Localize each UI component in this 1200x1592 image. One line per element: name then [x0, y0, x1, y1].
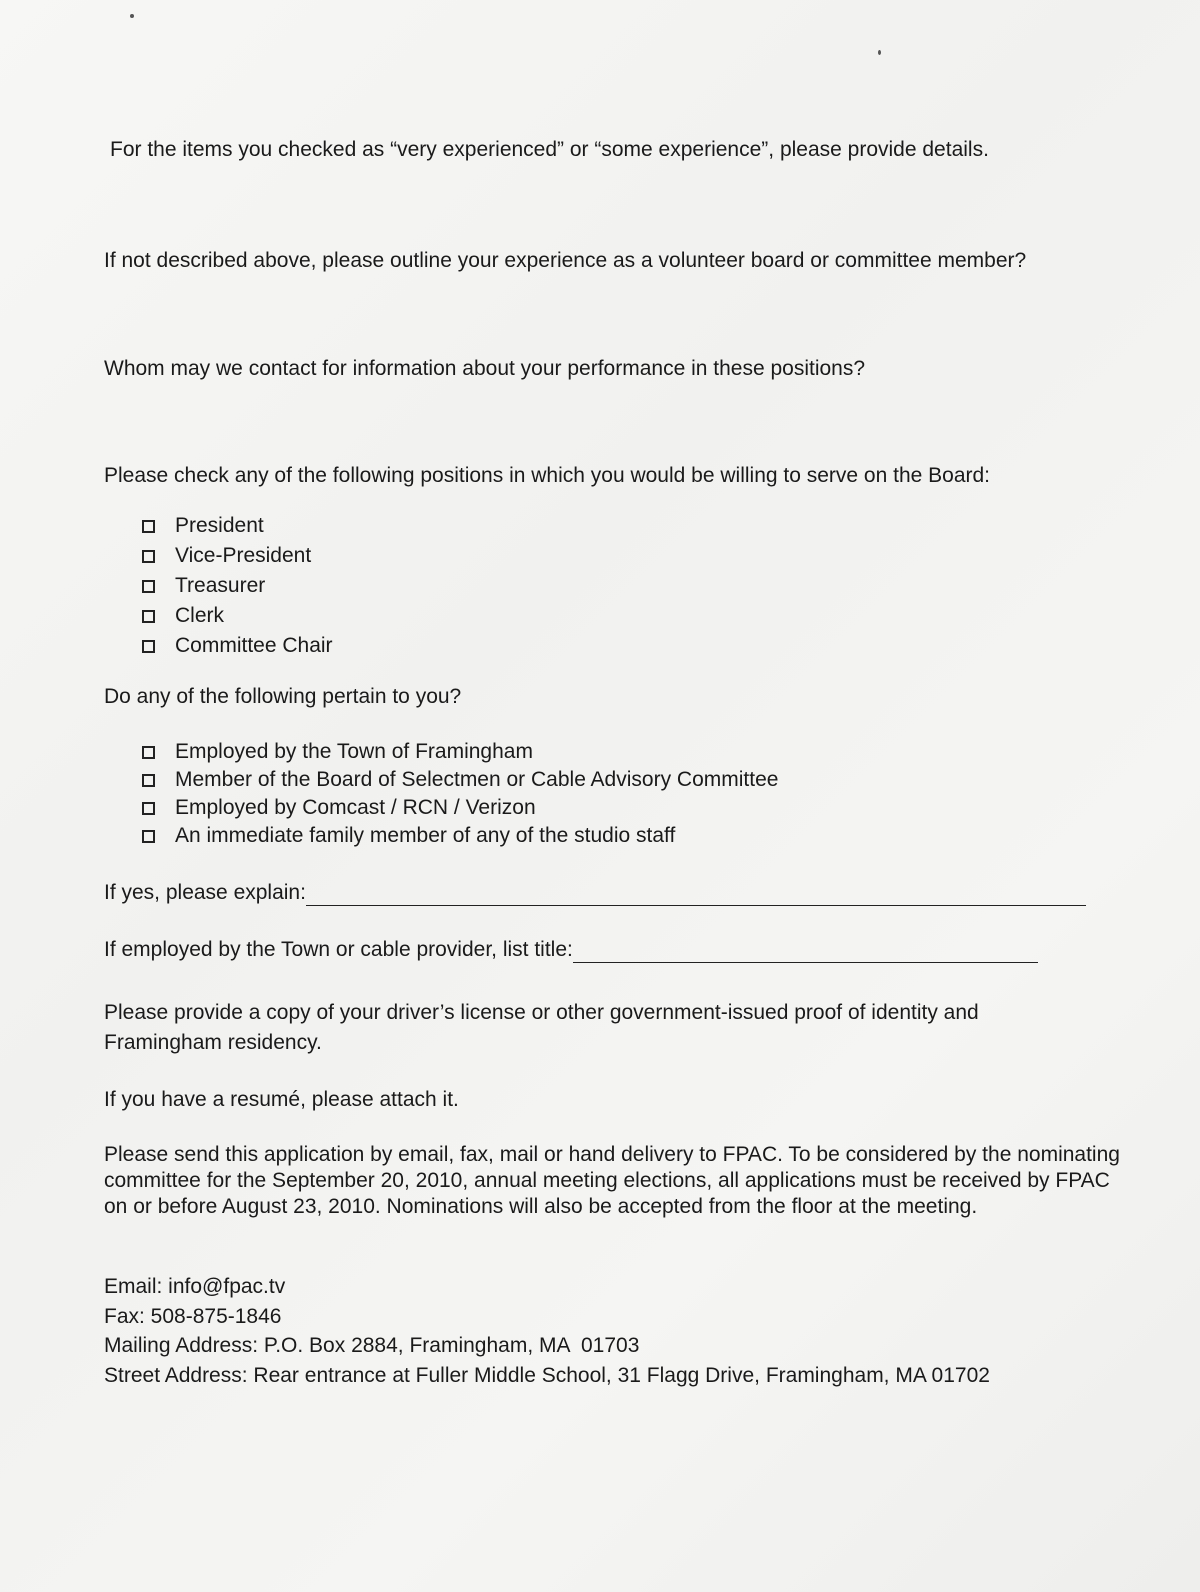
pertain-label: Employed by Comcast / RCN / Verizon: [175, 796, 536, 819]
license-instructions: Please provide a copy of your driver’s license or other government-issued proof of identity and Framingham residency.: [104, 1001, 979, 1054]
position-option[interactable]: [142, 541, 333, 571]
position-label: Treasurer: [175, 574, 266, 597]
explain-input-line[interactable]: [306, 883, 1086, 906]
pertain-option[interactable]: [142, 794, 778, 822]
position-label: Committee Chair: [175, 634, 333, 657]
checkbox[interactable]: [142, 774, 155, 787]
title-field: [104, 937, 1038, 963]
pertain-label: Member of the Board of Selectmen or Cable Advisory Committee: [175, 768, 779, 791]
checkbox[interactable]: [142, 746, 155, 759]
pertain-checklist: [142, 738, 778, 850]
title-label: If employed by the Town or cable provider, list title:: [104, 938, 573, 961]
paper-speck: [878, 50, 881, 55]
title-input-line[interactable]: [573, 940, 1038, 963]
checkbox[interactable]: [142, 610, 155, 623]
pertain-option[interactable]: [142, 766, 778, 794]
position-label: Vice-President: [175, 544, 312, 567]
position-label: President: [175, 514, 264, 537]
submission-instructions: Please send this application by email, fax, mail or hand delivery to FPAC. To be considered by the nominating committee for the September 20, 2010, annual meeting elections, all applications must be received by FPAC on or before August 23, 2010. Nominations will also be accepted from the floor at the meeting.: [104, 1143, 1120, 1218]
positions-checklist: [142, 511, 333, 661]
position-option[interactable]: [142, 601, 333, 631]
position-option[interactable]: [142, 511, 333, 541]
fax-line: Fax: 508-875-1846: [104, 1305, 282, 1328]
paper-speck: [130, 14, 134, 18]
position-option[interactable]: [142, 631, 333, 661]
resume-instructions: If you have a resumé, please attach it.: [104, 1088, 459, 1111]
pertain-label: An immediate family member of any of the studio staff: [175, 824, 676, 847]
mailing-address-line: Mailing Address: P.O. Box 2884, Framingham, MA 01703: [104, 1334, 640, 1357]
checkbox[interactable]: [142, 580, 155, 593]
checkbox[interactable]: [142, 640, 155, 653]
pertain-option[interactable]: [142, 738, 778, 766]
pertain-prompt: Do any of the following pertain to you?: [104, 685, 462, 708]
position-option[interactable]: [142, 571, 333, 601]
pertain-option[interactable]: [142, 822, 778, 850]
email-line: Email: info@fpac.tv: [104, 1275, 286, 1298]
positions-prompt: Please check any of the following positions in which you would be willing to serve on the Board:: [104, 464, 991, 487]
street-address-line: Street Address: Rear entrance at Fuller Middle School, 31 Flagg Drive, Framingham, MA 01702: [104, 1364, 990, 1387]
contact-question: Whom may we contact for information about your performance in these positions?: [104, 357, 866, 380]
details-question: For the items you checked as “very experienced” or “some experience”, please provide details.: [110, 138, 989, 161]
checkbox[interactable]: [142, 520, 155, 533]
explain-field: [104, 880, 1086, 906]
checkbox[interactable]: [142, 550, 155, 563]
volunteer-question: If not described above, please outline your experience as a volunteer board or committee member?: [104, 249, 1027, 272]
checkbox[interactable]: [142, 830, 155, 843]
position-label: Clerk: [175, 604, 225, 627]
explain-label: If yes, please explain:: [104, 881, 306, 904]
pertain-label: Employed by the Town of Framingham: [175, 740, 533, 763]
checkbox[interactable]: [142, 802, 155, 815]
